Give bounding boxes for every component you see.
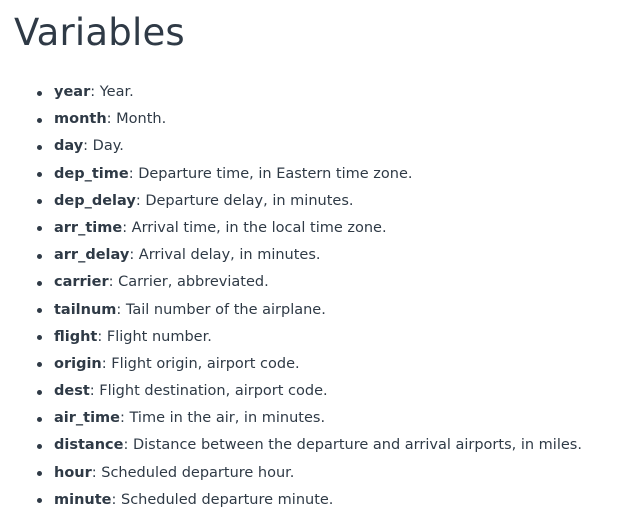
- variable-description: : Time in the air, in minutes.: [120, 410, 326, 427]
- variable-description: : Arrival delay, in minutes.: [129, 247, 321, 264]
- variable-name: dep_time: [54, 165, 129, 182]
- variable-name: minute: [54, 491, 112, 508]
- variable-name: dest: [54, 383, 90, 400]
- variable-name: air_time: [54, 410, 121, 427]
- variable-name: hour: [54, 464, 92, 481]
- variable-name: arr_time: [54, 219, 123, 236]
- variable-description: : Arrival time, in the local time zone.: [122, 219, 387, 236]
- list-item-air-time: [14, 405, 628, 432]
- list-item-carrier: [14, 269, 628, 296]
- variable-name: distance: [54, 437, 124, 454]
- variables-list: [14, 79, 628, 514]
- variable-name: arr_delay: [54, 247, 130, 264]
- variable-description: : Departure time, in Eastern time zone.: [128, 165, 413, 182]
- list-item-minute: [14, 487, 628, 514]
- variable-name: month: [54, 111, 107, 128]
- list-item-flight: [14, 324, 628, 351]
- page-title: Variables: [14, 11, 185, 54]
- variable-name: carrier: [54, 274, 109, 291]
- variable-description: : Carrier, abbreviated.: [108, 274, 269, 291]
- list-item-distance: [14, 432, 628, 459]
- list-item-arr-delay: [14, 242, 628, 269]
- list-item-dest: [14, 378, 628, 405]
- variable-description: : Flight destination, airport code.: [89, 383, 328, 400]
- variable-name: dep_delay: [54, 192, 136, 209]
- list-item-hour: [14, 460, 628, 487]
- variable-description: : Flight origin, airport code.: [101, 355, 300, 372]
- list-item-dep-delay: [14, 188, 628, 215]
- variable-description: : Month.: [106, 111, 167, 128]
- variable-description: : Day.: [83, 138, 124, 155]
- list-item-origin: [14, 351, 628, 378]
- variable-name: day: [54, 138, 84, 155]
- variable-name: origin: [54, 355, 102, 372]
- variable-name: tailnum: [54, 301, 117, 318]
- variable-name: flight: [54, 328, 98, 345]
- variable-description: : Departure delay, in minutes.: [135, 192, 354, 209]
- variable-description: : Tail number of the airplane.: [116, 301, 326, 318]
- list-item-dep-time: [14, 161, 628, 188]
- variable-description: : Scheduled departure minute.: [111, 491, 334, 508]
- variable-description: : Distance between the departure and arrival airports, in miles.: [123, 437, 582, 454]
- variable-description: : Scheduled departure hour.: [91, 464, 295, 481]
- list-item-month: [14, 106, 628, 133]
- variable-description: : Flight number.: [97, 328, 212, 345]
- list-item-day: [14, 133, 628, 160]
- list-item-year: [14, 79, 628, 106]
- list-item-tailnum: [14, 297, 628, 324]
- variable-description: : Year.: [90, 84, 134, 100]
- variable-name: year: [54, 84, 91, 100]
- list-item-arr-time: [14, 215, 628, 242]
